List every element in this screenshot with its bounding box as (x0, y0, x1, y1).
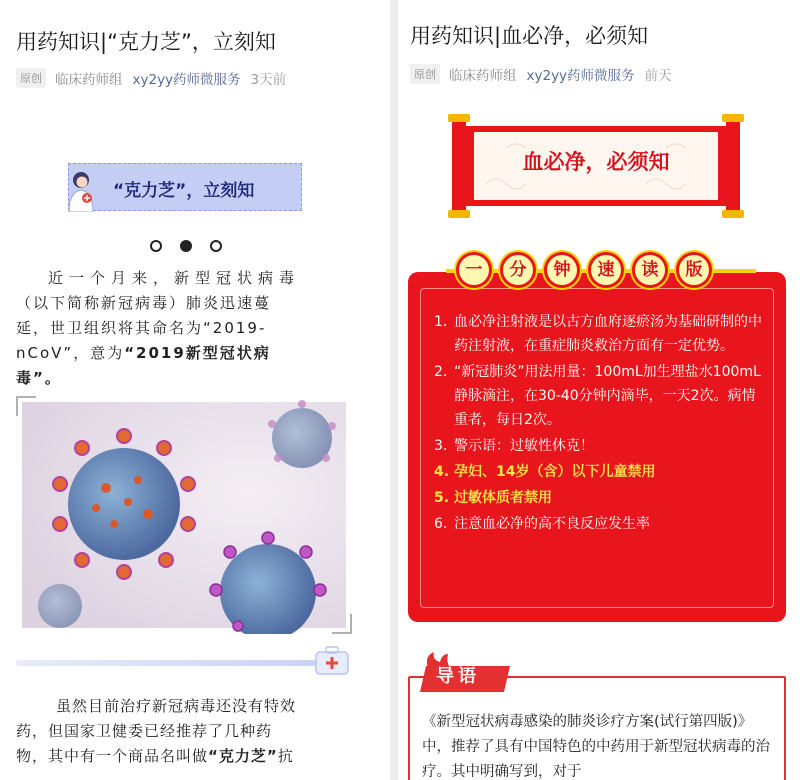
title-char: 钟 (544, 252, 580, 288)
body-paragraph (16, 694, 366, 769)
article-meta (410, 64, 672, 84)
article-title: 用药知识|“克力芝”，立刻知 (16, 30, 276, 54)
title-char: 速 (588, 252, 624, 288)
account-link[interactable]: xy2yy药师微服务 (132, 72, 241, 88)
para-bold: 毒”。 (16, 369, 62, 387)
intro-paragraph (16, 266, 356, 391)
para-line: 近一个月来，新型冠状病毒 (48, 269, 301, 287)
para-text: nCoV”，意为 (16, 344, 125, 362)
original-badge: 原创 (410, 64, 440, 84)
virus-illustration (16, 396, 352, 634)
intro-label: 导语 (436, 666, 480, 687)
intro-text: 《新型冠状病毒感染的肺炎诊疗方案(试行第四版)》中，推荐了具有中国特色的中药用于新型冠状病毒的治疗。其中明确写到，对于 (422, 714, 770, 780)
para-text: 物，其中有一个商品名叫做 (16, 747, 209, 765)
section-divider (16, 660, 326, 666)
article-title: 用药知识|血必净，必须知 (410, 24, 649, 48)
carousel-dot[interactable] (210, 240, 222, 252)
para-line: 延，世卫组织将其命名为“2019- (16, 319, 267, 337)
list-item: 2. “新冠肺炎”用法用量：100mL加生理盐水100mL静脉滴注，在30-40分钟内滴毕，一天2次。病情重者，每日2次。 (434, 364, 761, 428)
list-item: 6. 注意血必净的高不良反应发生率 (434, 516, 650, 532)
para-line: 药，但国家卫健委已经推荐了几种药 (16, 722, 273, 740)
banner-title: “克力芝”，立刻知 (113, 181, 255, 201)
para-line: （以下简称新冠病毒）肺炎迅速蔓 (16, 294, 272, 312)
publish-time: 前天 (644, 68, 672, 84)
publish-time: 3天前 (250, 72, 287, 88)
title-char: 一 (456, 252, 492, 288)
title-char: 分 (500, 252, 536, 288)
list-item-highlight: 4. 孕妇、14岁（含）以下儿童禁用 (434, 464, 656, 480)
list-item: 1. 血必净注射液是以古方血府逐瘀汤为基础研制的中药注射液，在重症肺炎救治方面有一定优势。 (434, 314, 762, 354)
author-name: 临床药师组 (449, 68, 517, 84)
scroll-banner (446, 114, 746, 218)
medical-kit-icon (312, 642, 352, 678)
original-badge: 原创 (16, 68, 46, 88)
list-item-highlight: 5. 过敏体质者禁用 (434, 490, 552, 506)
quick-read-list (434, 310, 764, 538)
para-line: 虽然目前治疗新冠病毒还没有特效 (56, 697, 297, 715)
nurse-icon (61, 168, 101, 212)
list-item: 3. 警示语：过敏性休克！ (434, 438, 594, 454)
title-char: 版 (676, 252, 712, 288)
article-meta (16, 68, 286, 88)
carousel-dot-active[interactable] (180, 240, 192, 252)
scroll-title: 血必净，必须知 (522, 150, 670, 174)
para-bold: “克力芝” (208, 747, 278, 765)
quick-read-title (456, 252, 712, 288)
left-article[interactable] (0, 0, 390, 780)
header-banner (68, 163, 302, 211)
author-name: 临床药师组 (55, 72, 123, 88)
account-link[interactable]: xy2yy药师微服务 (526, 68, 635, 84)
right-article[interactable] (398, 0, 800, 780)
panel-separator (390, 0, 398, 780)
para-bold: “2019新型冠状病 (124, 344, 271, 362)
carousel-dot[interactable] (150, 240, 162, 252)
carousel-indicator[interactable] (150, 240, 222, 252)
virus-image (16, 396, 352, 634)
title-char: 读 (632, 252, 668, 288)
para-text: 抗 (277, 747, 294, 765)
